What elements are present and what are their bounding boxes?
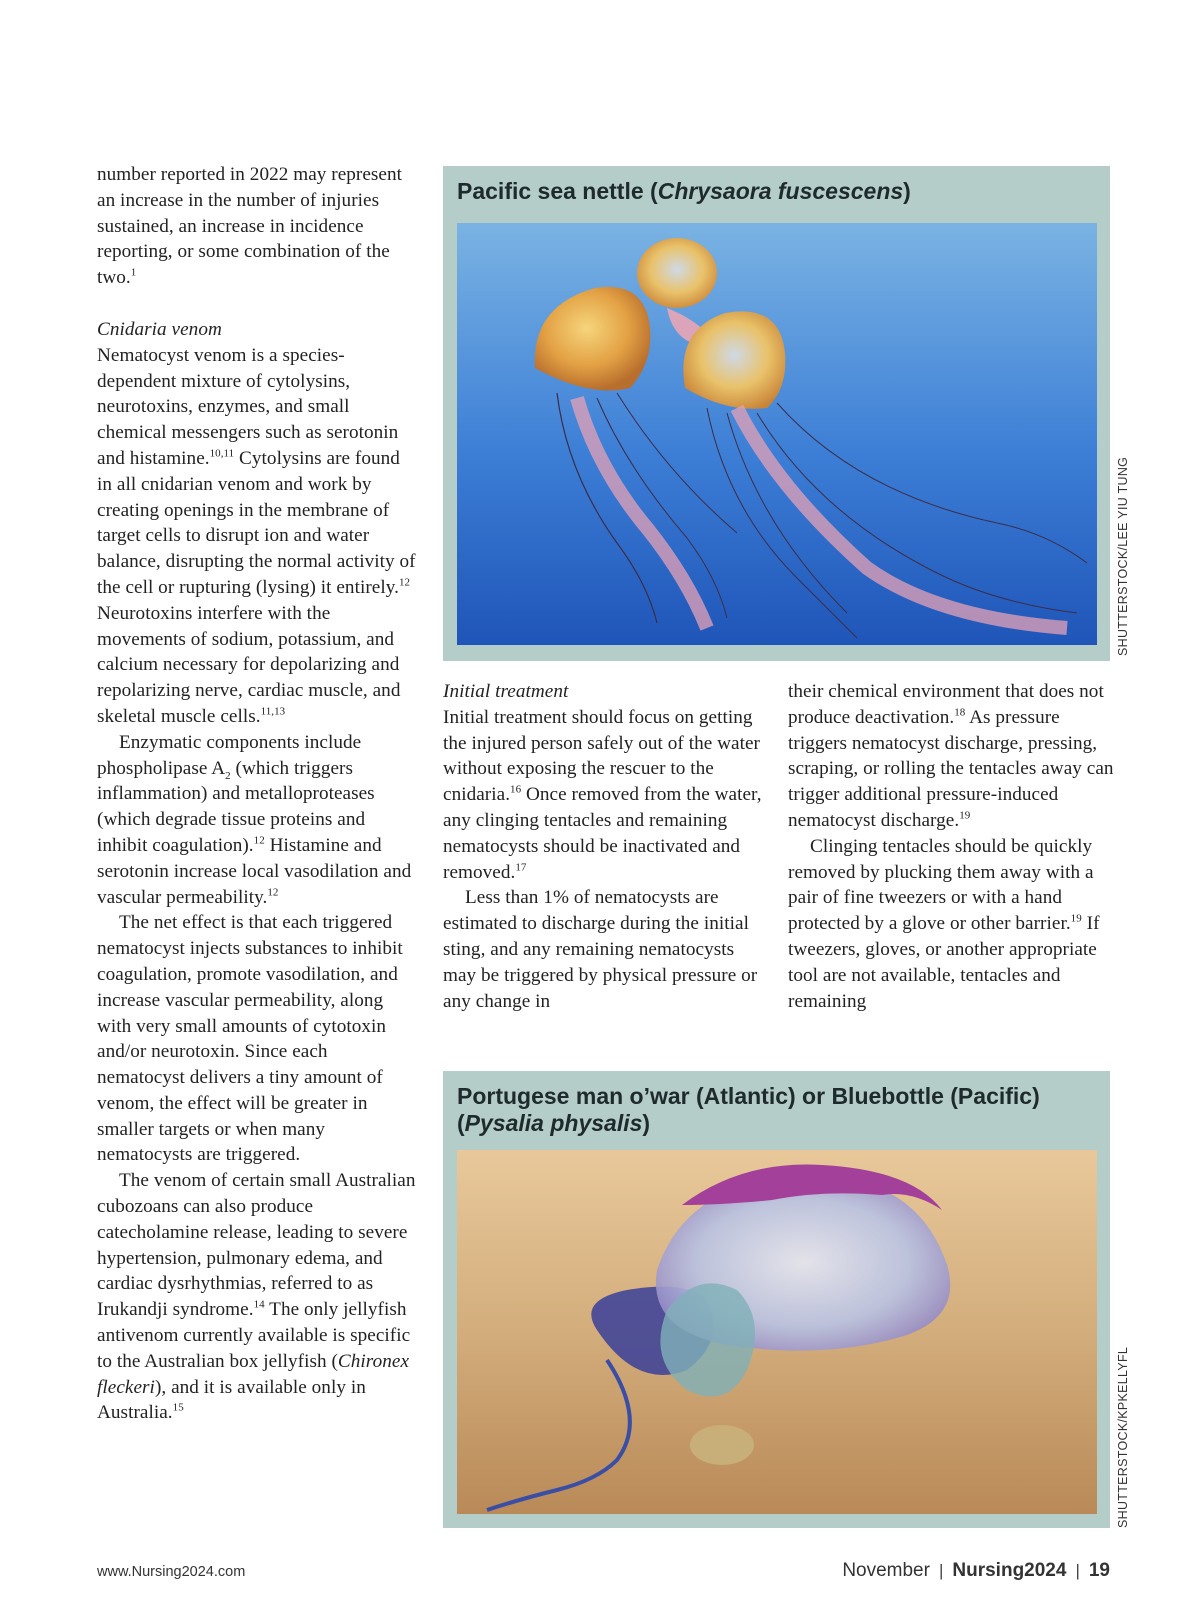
- paragraph-cubozoans: The venom of certain small Australian cubozoans can also produce catecholamine release, leading to severe hypertension, pulmonary edema, and cardiac dysrhythmias, referred to as Irukandji syndrome.$^{14}$ The only jellyfish antivenom currently available is specific to the Australian box jellyfish (Chironex fleckeri), and it is available only in Australia.$^{15}$: [97, 1170, 416, 1424]
- paragraph-intro: number reported in 2022 may represent an increase in the number of injuries sustained, an increase in incidence reporting, or some combination of the two.$^1$: [97, 164, 403, 289]
- section-heading-initial-treatment: Initial treatment: [443, 681, 569, 702]
- paragraph-enzymatic: Enzymatic components include phospholipase $A_2$ (which triggers inflammation) and metalloproteases (which degrade tissue proteins and inhibit coagulation).$^{12}$ Histamine and serotonin increase local vasodilation and vascular permeability.$^{12}$: [97, 731, 412, 908]
- footer-url: www.Nursing2024.com: [97, 1564, 246, 1580]
- paragraph-discharge: Less than 1% of nematocysts are estimated to discharge during the initial sting, and any remaining nematocysts may be triggered by physical pressure or any change in: [443, 887, 758, 1012]
- page-number: 19: [1088, 1560, 1110, 1581]
- paragraph-clinging-tentacles: Clinging tentacles should be quickly removed by plucking them away with a pair of fine tweezers or with a hand protected by a glove or other barrier.$^{19}$ If tweezers, gloves, or another appropriate tool are not available, tentacles and remaining: [788, 835, 1100, 1012]
- paragraph-chemical-environment: their chemical environment that does not produce deactivation.$^{18}$ As pressure triggers nematocyst discharge, pressing, scraping, or rolling the tentacles away can trigger additional pressure-induced nematocyst discharge.$^{19}$: [788, 681, 1114, 831]
- footer-separator: |: [938, 1561, 944, 1580]
- section-heading-cnidaria-venom: Cnidaria venom: [97, 318, 222, 340]
- figure-pacific-sea-nettle: [443, 166, 1110, 661]
- photo-credit: SHUTTERSTOCK/LEE YIU TUNG: [1116, 456, 1130, 656]
- footer-separator: |: [1075, 1561, 1080, 1580]
- middle-column: [443, 679, 765, 1014]
- citation: 1: [130, 266, 137, 279]
- left-column: [97, 162, 419, 1426]
- figure-portuguese-man-o-war: [443, 1071, 1110, 1528]
- figure-title: Portugese man o’war (Atlantic) or Bluebottle (Pacific) (Pysalia physalis): [457, 1083, 1040, 1136]
- sea-nettle-photo: [457, 223, 1097, 645]
- footer-month: November: [842, 1560, 930, 1581]
- footer-brand: Nursing2024: [952, 1560, 1067, 1581]
- paragraph-net-effect: The net effect is that each triggered nematocyst injects substances to inhibit coagulation, promote vasodilation, and increase vascular permeability, along with very small amounts of cytotoxin and/or neurotoxin. Since each nematocyst delivers a tiny amount of venom, the effect will be greater in smaller targets or when many nematocysts are triggered.: [97, 912, 403, 1166]
- right-column: [788, 679, 1118, 1014]
- photo-credit: SHUTTERSTOCK/KPKELLYFL: [1116, 1346, 1130, 1528]
- figure-title: Pacific sea nettle (Chrysaora fuscescens): [457, 178, 911, 204]
- footer-folio: [842, 1560, 1110, 1582]
- paragraph-venom-mixture: Nematocyst venom is a species-dependent mixture of cytolysins, neurotoxins, enzymes, and small chemical messengers such as serotonin and histamine.$^{10,11}$ Cytolysins are found in all cnidarian venom and work by creating openings in the membrane of target cells to disrupt ion and water balance, disrupting the normal activity of the cell or rupturing (lysing) it entirely.$^{12}$ Neurotoxins interfere with the movements of sodium, potassium, and calcium necessary for depolarizing and repolarizing nerve, cardiac muscle, and skeletal muscle cells.$^{11,13}$: [97, 344, 416, 727]
- pebble: [690, 1425, 754, 1465]
- paragraph-initial-treatment: Initial treatment should focus on getting the injured person safely out of the water without exposing the rescuer to the cnidaria.$^{16}$ Once removed from the water, any clinging tentacles and remaining nematocysts should be inactivated and removed.$^{17}$: [443, 706, 762, 883]
- man-o-war-photo: [457, 1150, 1097, 1514]
